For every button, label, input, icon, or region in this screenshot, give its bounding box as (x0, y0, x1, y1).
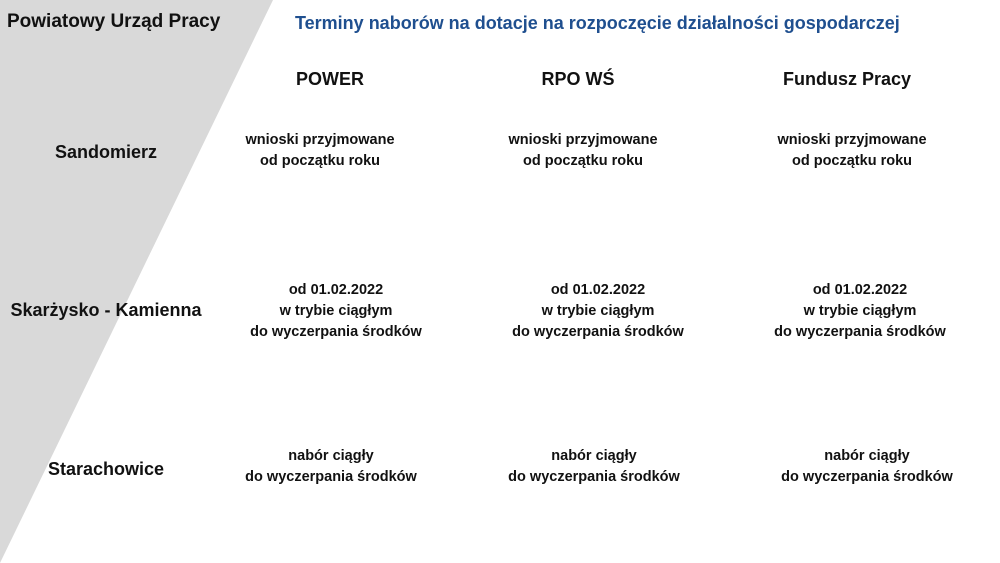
cell-skarzysko-rpo (483, 280, 713, 343)
cell-line: do wyczerpania środków (250, 324, 422, 340)
cell-line: w trybie ciągłym (279, 303, 393, 319)
cell-line: do wyczerpania środków (245, 469, 417, 485)
cell-line: wnioski przyjmowane (508, 132, 658, 148)
cell-line: nabór ciągły (551, 448, 637, 464)
cell-line: w trybie ciągłym (803, 303, 917, 319)
cell-starachowice-rpo (479, 446, 709, 488)
cell-skarzysko-fundusz (745, 280, 975, 343)
cell-line: nabór ciągły (288, 448, 374, 464)
cell-line: do wyczerpania środków (774, 324, 946, 340)
cell-line: do wyczerpania środków (781, 469, 953, 485)
page-title: Terminy naborów na dotacje na rozpoczęcie działalności gospodarczej (295, 13, 900, 33)
cell-skarzysko-power (221, 280, 451, 343)
office-title: Powiatowy Urząd Pracy (7, 11, 221, 32)
cell-sandomierz-power (205, 130, 435, 172)
column-header-rpo: RPO WŚ (541, 69, 615, 89)
cell-line: wnioski przyjmowane (245, 132, 395, 148)
cell-sandomierz-rpo (468, 130, 698, 172)
cell-line: w trybie ciągłym (541, 303, 655, 319)
cell-line: do wyczerpania środków (512, 324, 684, 340)
cell-line: od 01.02.2022 (812, 282, 908, 298)
row-header-starachowice: Starachowice (47, 459, 165, 479)
cell-starachowice-power (216, 446, 446, 488)
cell-line: od początku roku (259, 153, 381, 169)
cell-line: do wyczerpania środków (508, 469, 680, 485)
cell-line: od początku roku (791, 153, 913, 169)
cell-line: od początku roku (522, 153, 644, 169)
column-header-power: POWER (295, 69, 365, 89)
cell-line: nabór ciągły (824, 448, 910, 464)
cell-sandomierz-fundusz (737, 130, 967, 172)
cell-line: od 01.02.2022 (288, 282, 384, 298)
cell-line: wnioski przyjmowane (777, 132, 927, 148)
row-header-sandomierz: Sandomierz (54, 142, 158, 162)
cell-line: od 01.02.2022 (550, 282, 646, 298)
cell-starachowice-fundusz (752, 446, 982, 488)
column-header-fundusz: Fundusz Pracy (782, 69, 912, 89)
row-header-skarzysko: Skarżysko - Kamienna (10, 300, 202, 320)
